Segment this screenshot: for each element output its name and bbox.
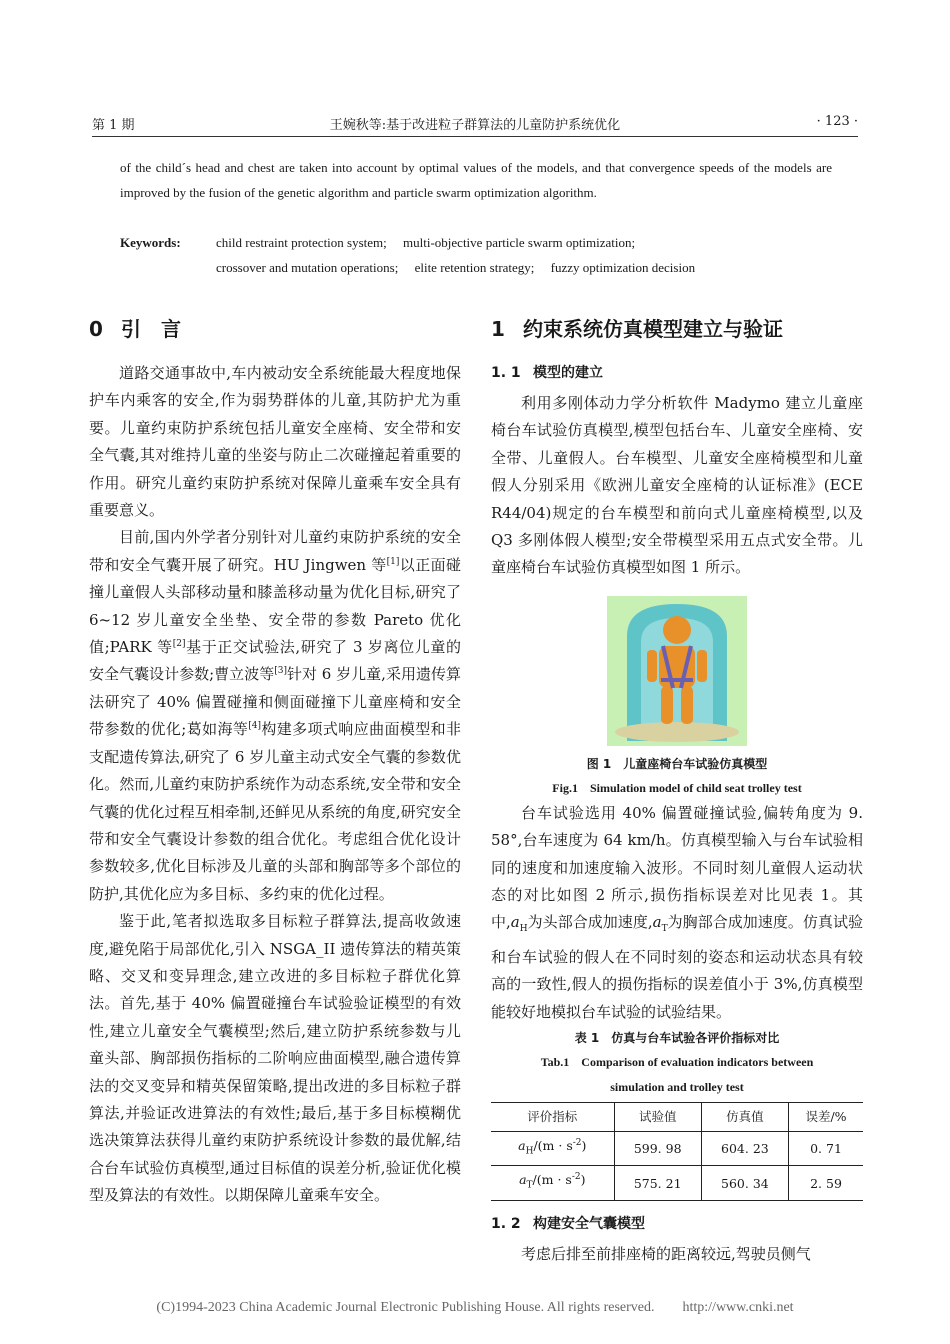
abstract-continuation: of the child´s head and chest are taken into account by optimal values of the models, and that convergence speeds of the models are improved by the fusion of the genetic algorithm and particle swarm optimization algorithm. [120, 160, 832, 200]
table-cell: 599. 98 [614, 1131, 701, 1166]
table-header: 试验值 [614, 1103, 701, 1131]
running-title: 王婉秋等:基于改进粒子群算法的儿童防护系统优化 [329, 118, 621, 133]
table-row [491, 1131, 863, 1166]
child-seat-model-figure [607, 596, 747, 746]
keyword-item: multi-objective particle swarm optimization; [403, 235, 636, 250]
table-cell: 575. 21 [614, 1166, 701, 1201]
model-paragraph-3: 考虑后排至前排座椅的距离较远,驾驶员侧气 [521, 1245, 811, 1264]
right-column [491, 312, 863, 1269]
table-cell: 2. 59 [789, 1166, 864, 1201]
copyright-footer: (C)1994-2023 China Academic Journal Electronic Publishing House. All rights reserved. http://www.cnki.net [156, 1300, 794, 1315]
intro-paragraph-2: 目前,国内外学者分别针对儿童约束防护系统的安全带和安全气囊开展了研究。HU Jingwen 等[1]以正面碰撞儿童假人头部移动量和膝盖移动量为优化目标,研究了 6~12 岁儿童安全坐垫、安全带的参数 Pareto 优化值;PARK 等[2]基于正交试验法,研究了 3 岁离位儿童的安全气囊设计参数;曹立波等[3]针对 6 岁儿童,采用遗传算法研究了 40% 偏置碰撞和侧面碰撞下儿童座椅和安全带参数的优化;葛如海等[4]构建多项式响应曲面模型和非支配遗传算法,研究了 6 岁儿童主动式安全气囊的参数优化。然而,儿童约束防护系统作为动态系统,安全带和安全气囊的优化过程互相牵制,还鲜见从系统的角度,研究安全带和安全气囊设计参数的组合优化。考虑组合优化设计参数较多,优化目标涉及儿童的头部和胸部等多个部位的防护,其优化应为多目标、多约束的优化过程。 [89, 528, 461, 903]
section-heading-model [491, 312, 863, 346]
dummy-arm [697, 650, 707, 682]
seat-base [615, 722, 739, 742]
subsection-heading-1-1: 1. 1 模型的建立 [491, 365, 603, 381]
comparison-table [491, 1102, 863, 1201]
left-column [89, 312, 461, 1210]
subsection-heading-1-2: 1. 2 构建安全气囊模型 [491, 1216, 645, 1233]
intro-paragraph-1: 道路交通事故中,车内被动安全系统能最大程度地保护车内乘客的安全,作为弱势群体的儿童,其防护尤为重要。儿童约束防护系统包括儿童安全座椅、安全带和安全气囊,其对维持儿童的坐姿与防止二次碰撞起着重要的作用。研究儿童约束防护系统对保障儿童乘车安全具有重要意义。 [89, 364, 461, 520]
dummy-leg [661, 686, 673, 724]
section-number: 0 [89, 317, 103, 341]
citation-ref: [3] [274, 666, 287, 677]
section-title: 引 言 [121, 317, 181, 341]
keywords-label: Keywords: [120, 235, 181, 250]
table-cell: 0. 71 [789, 1131, 864, 1166]
keywords-list [216, 230, 832, 280]
table-cell: 604. 23 [701, 1131, 788, 1166]
citation-ref: [2] [172, 639, 186, 650]
table-cell: 560. 34 [701, 1166, 788, 1201]
intro-paragraph-3: 鉴于此,笔者拟选取多目标粒子群算法,提高收敛速度,避免陷于局部优化,引入 NSGA_II 遗传算法的精英策略、交叉和变异理念,建立改进的多目标粒子群优化算法。首先,基于 40% 偏置碰撞台车试验验证模型的有效性,建立儿童安全气囊模型;然后,建立防护系统参数与儿童头部、胸部损伤指标的二阶响应曲面模型,融合遗传算法的交叉变异和精英保留策略,提出改进的多目标粒子群算法,并验证改进算法的有效性;最后,基于多目标模糊优选决策算法获得儿童约束防护系统设计参数的最优解,结合台车试验仿真模型,通过目标值的误差分析,验证优化模型及算法的有效性。以期保障儿童乘车安全。 [89, 912, 461, 1205]
page-number: · 123 · [816, 114, 858, 129]
header-rule [92, 136, 858, 137]
keyword-item: child restraint protection system; [216, 235, 387, 250]
dummy-leg [681, 686, 693, 724]
table-1-caption-cn: 表 1 仿真与台车试验各评价指标对比 [574, 1031, 780, 1046]
issue-number: 第 1 期 [92, 118, 135, 133]
citation-ref: [1] [386, 556, 400, 567]
figure-1-caption-cn: 图 1 儿童座椅台车试验仿真模型 [586, 756, 768, 771]
figure-1-caption-en: Fig.1 Simulation model of child seat trolley test [552, 780, 802, 795]
section-heading-introduction [89, 312, 461, 346]
dummy-arm [647, 650, 657, 682]
dummy-head [663, 616, 691, 644]
figure-1 [491, 596, 863, 746]
table-cell: $a_H/(m \cdot s^{-2})$ [518, 1137, 587, 1156]
table-header: 评价指标 [527, 1109, 578, 1125]
section-title: 约束系统仿真模型建立与验证 [523, 317, 783, 341]
table-row [491, 1166, 863, 1201]
running-header [92, 110, 858, 134]
table-header: 误差/% [789, 1103, 864, 1131]
table-1-caption-en-cont: simulation and trolley test [610, 1080, 744, 1095]
keyword-item: crossover and mutation operations; [216, 260, 399, 275]
table-cell: $a_T/(m \cdot s^{-2})$ [491, 1166, 614, 1201]
keyword-item: elite retention strategy; [414, 260, 535, 275]
model-paragraph-2: 台车试验选用 40% 偏置碰撞试验,偏转角度为 9. 58°,台车速度为 64 km/h。仿真模型输入与台车试验相同的速度和加速度输入波形。不同时刻儿童假人运动状态的对比如图 2 所示,损伤指标误差对比见表 1。其中$,a_H$为头部合成加速度$,a_T$为胸部合成加速度。仿真试验和台车试验的假人在不同时刻的姿态和运动状态具有较高的一致性,假人的损伤指标的误差值小于 3%,仿真模型能较好地模拟台车试验的试验结果。 [491, 803, 863, 1021]
table-header-row [491, 1103, 863, 1131]
model-paragraph-1: 利用多刚体动力学分析软件 Madymo 建立儿童座椅台车试验仿真模型,模型包括台车、儿童安全座椅、安全带、儿童假人。台车模型、儿童安全座椅模型和儿童假人分别采用《欧洲儿童安全座椅的认证标准》(ECE R44/04)规定的台车模型和前向式儿童座椅模型,以及 Q3 多刚体假人模型;安全带模型采用五点式安全带。儿童座椅台车试验仿真模型如图 1 所示。 [491, 394, 863, 577]
keyword-item: fuzzy optimization decision [550, 260, 696, 275]
table-header: 仿真值 [701, 1103, 788, 1131]
section-number: 1 [491, 317, 505, 341]
citation-ref: [4] [248, 721, 262, 732]
table-1-caption-en: Tab.1 Comparison of evaluation indicators between [540, 1055, 814, 1070]
